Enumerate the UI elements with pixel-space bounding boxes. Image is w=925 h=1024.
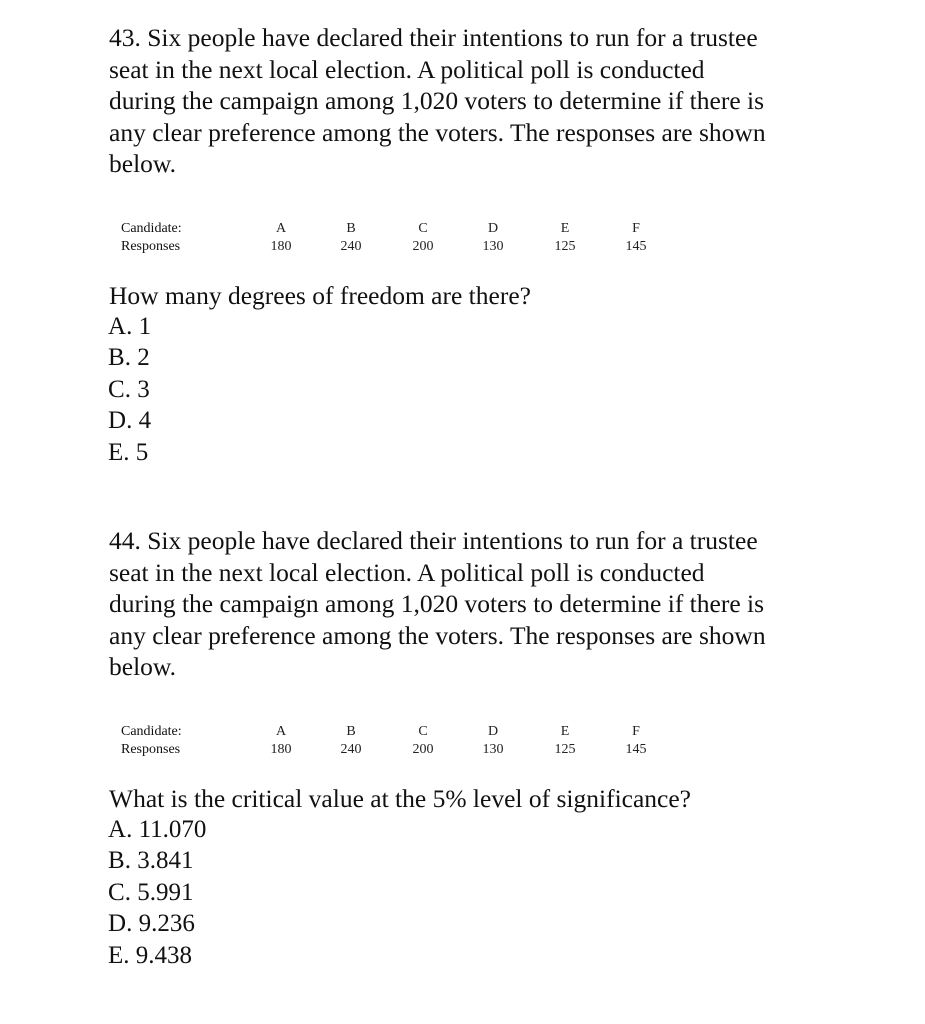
- choice-a: [108, 814, 925, 846]
- responses-row-label: Responses: [121, 741, 181, 757]
- choice-e: [108, 437, 925, 469]
- choice-text: 4: [138, 407, 152, 434]
- candidate-e: E: [560, 220, 570, 236]
- choice-letter: D .: [108, 407, 139, 434]
- candidate-e: E: [560, 723, 570, 739]
- response-a: 180: [270, 741, 292, 757]
- choice-d: [108, 908, 925, 940]
- prompt-line: any clear preference among the voters. The responses are shown: [109, 620, 766, 650]
- choice-letter: A .: [108, 816, 139, 843]
- choice-letter: A .: [108, 313, 139, 340]
- response-e: 125: [554, 741, 576, 757]
- response-c: 200: [412, 741, 434, 757]
- candidate-row-label: Candidate:: [121, 220, 182, 236]
- choice-text: 5: [135, 438, 149, 466]
- prompt-line: during the campaign among 1,020 voters to determine if there is: [109, 589, 765, 618]
- question-43: [0, 22, 925, 468]
- prompt-line: any clear preference among the voters. The responses are shown: [109, 117, 766, 147]
- choice-a: [108, 311, 925, 343]
- choice-text: 2: [137, 344, 150, 371]
- candidate-c: C: [418, 220, 428, 236]
- candidate-f: F: [632, 220, 640, 236]
- candidate-d: D: [487, 220, 499, 236]
- candidate-b: B: [346, 220, 356, 236]
- choice-letter: C .: [108, 879, 137, 906]
- response-d: 130: [482, 741, 504, 757]
- response-f: 145: [625, 741, 647, 757]
- response-b: 240: [340, 238, 362, 254]
- choice-text: 3: [137, 375, 150, 403]
- choice-e: [108, 940, 925, 972]
- prompt-line: 44. Six people have declared their intentions to run for a trustee: [109, 526, 758, 555]
- sub-question: How many degrees of freedom are there?: [109, 280, 531, 310]
- question-prompt: [0, 22, 824, 180]
- choice-c: [108, 374, 925, 406]
- choice-letter: B .: [108, 847, 137, 874]
- prompt-line: below.: [109, 149, 177, 178]
- prompt-line: during the campaign among 1,020 voters to determine if there is: [109, 86, 765, 115]
- responses-table: [0, 723, 925, 783]
- candidate-c: C: [418, 723, 428, 739]
- prompt-line: 43. Six people have declared their intentions to run for a trustee: [109, 23, 758, 52]
- choice-letter: E .: [108, 942, 136, 969]
- prompt-line: seat in the next local election. A political poll is conducted: [109, 557, 705, 587]
- response-a: 180: [270, 238, 292, 254]
- question-44: [0, 525, 925, 971]
- choice-b: [108, 342, 925, 374]
- prompt-line: seat in the next local election. A political poll is conducted: [109, 54, 705, 84]
- question-prompt: [0, 525, 824, 683]
- candidate-b: B: [346, 723, 356, 739]
- candidate-a: A: [275, 220, 287, 236]
- response-c: 200: [412, 238, 434, 254]
- choice-text: 3.841: [137, 847, 194, 874]
- choice-text: 1: [138, 312, 152, 340]
- answer-choices: [0, 311, 925, 469]
- candidate-a: A: [275, 723, 287, 739]
- choice-text: 9.438: [135, 941, 193, 969]
- candidate-d: D: [487, 723, 499, 739]
- choice-c: [108, 877, 925, 909]
- choice-text: 11.070: [138, 815, 207, 843]
- choice-text: 9.236: [138, 910, 195, 937]
- choice-letter: C .: [108, 376, 137, 403]
- answer-choices: [0, 814, 925, 972]
- prompt-line: below.: [109, 652, 177, 681]
- response-b: 240: [340, 741, 362, 757]
- responses-table: [0, 220, 925, 280]
- response-d: 130: [482, 238, 504, 254]
- sub-question: What is the critical value at the 5% level of significance?: [109, 783, 691, 813]
- choice-d: [108, 405, 925, 437]
- choice-text: 5.991: [137, 878, 194, 906]
- response-e: 125: [554, 238, 576, 254]
- choice-b: [108, 845, 925, 877]
- responses-row-label: Responses: [121, 238, 181, 254]
- candidate-f: F: [632, 723, 640, 739]
- choice-letter: E .: [108, 439, 136, 466]
- candidate-row-label: Candidate:: [121, 723, 182, 739]
- response-f: 145: [625, 238, 647, 254]
- choice-letter: D .: [108, 910, 139, 937]
- choice-letter: B .: [108, 344, 137, 371]
